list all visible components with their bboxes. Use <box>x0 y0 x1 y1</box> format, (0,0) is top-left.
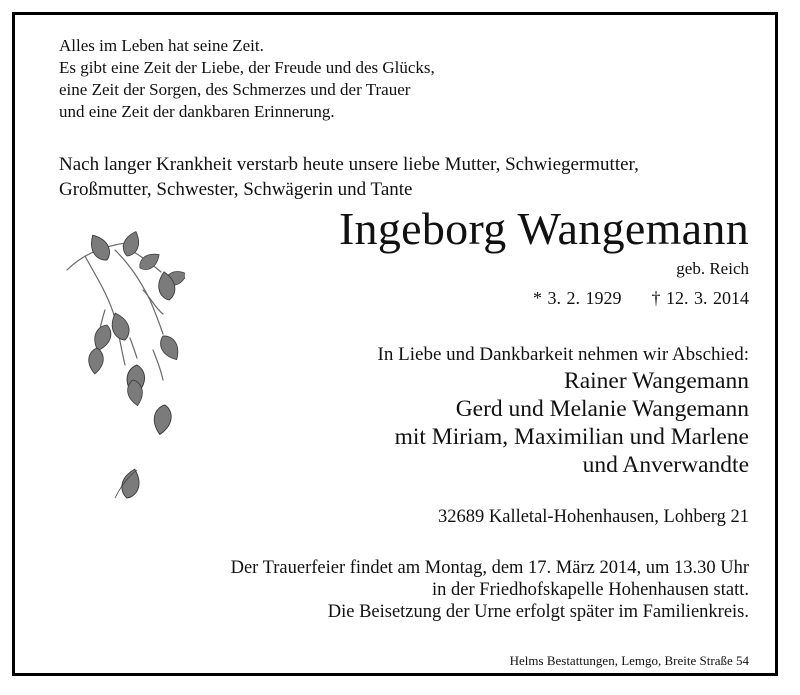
poem-line: und eine Zeit der dankbaren Erinnerung. <box>59 102 335 121</box>
life-dates <box>533 286 749 310</box>
death-announcement <box>59 152 639 202</box>
mourners-list <box>395 367 749 479</box>
mourner-line: und Anverwandte <box>582 452 749 478</box>
announcement-line: Nach langer Krankheit verstarb heute unsere liebe Mutter, Schwiegermutter, <box>59 154 639 175</box>
birth-date: * 3. 2. 1929 <box>533 288 622 308</box>
funeral-line: Die Beisetzung der Urne erfolgt später im Familienkreis. <box>327 602 749 622</box>
birch-leaves-icon <box>55 230 185 510</box>
poem-line: eine Zeit der Sorgen, des Schmerzes und der Trauer <box>59 80 411 99</box>
deceased-name: Ingeborg Wangemann <box>338 203 749 254</box>
poem <box>59 35 435 123</box>
mourner-line: Rainer Wangemann <box>564 368 749 394</box>
mourner-line: Gerd und Melanie Wangemann <box>455 396 749 422</box>
poem-line: Es gibt eine Zeit der Liebe, der Freude und des Glücks, <box>59 58 435 77</box>
funeral-line: Der Trauerfeier findet am Montag, dem 17. März 2014, um 13.30 Uhr <box>230 558 749 578</box>
undertaker-credit: Helms Bestattungen, Lemgo, Breite Straße 54 <box>509 653 749 668</box>
birth-name: geb. Reich <box>676 259 749 278</box>
death-date: † 12. 3. 2014 <box>651 288 749 308</box>
funeral-details <box>231 557 749 623</box>
obituary-notice <box>12 12 778 676</box>
funeral-line: in der Friedhofskapelle Hohenhausen statt. <box>432 580 749 600</box>
mourner-line: mit Miriam, Maximilian und Marlene <box>394 424 749 450</box>
farewell-line: In Liebe und Dankbarkeit nehmen wir Abschied: <box>377 344 749 365</box>
poem-line: Alles im Leben hat seine Zeit. <box>59 36 264 55</box>
family-address: 32689 Kalletal-Hohenhausen, Lohberg 21 <box>438 507 749 527</box>
announcement-line: Großmutter, Schwester, Schwägerin und Tante <box>59 179 413 200</box>
